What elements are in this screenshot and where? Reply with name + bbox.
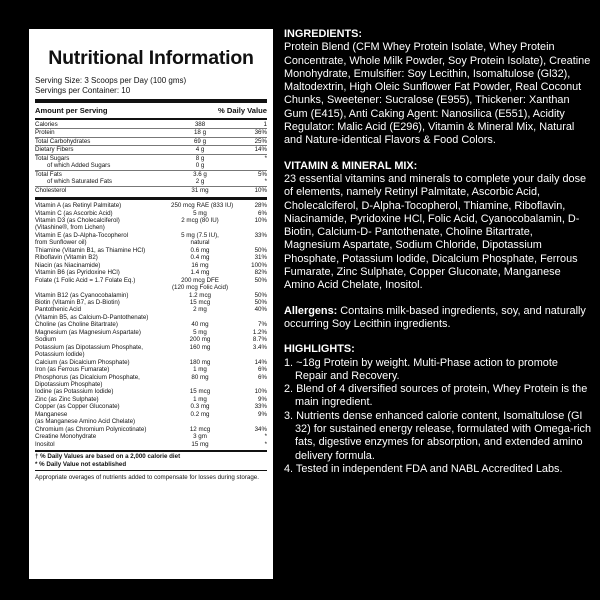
nutrient-amount: 15 mcg (189, 388, 211, 396)
nutrient-amount: 0.4 mg (190, 254, 210, 262)
nutrient-dv: 1 (263, 121, 267, 128)
nutrient-dv: * (264, 433, 267, 441)
nutrient-amount: 31 mg (191, 186, 209, 194)
nutrient-amount: 160 mg (189, 343, 211, 351)
nutrient-name: Phosphorus (as Dicalcium Phosphate, (35, 373, 140, 381)
vitamin-mix-heading: VITAMIN & MINERAL MIX: (284, 159, 418, 172)
nutrient-dv: 7% (258, 321, 267, 329)
nutrient-name: Dipotassium Phosphate) (35, 380, 103, 388)
panel-title: Nutritional Information (48, 47, 254, 69)
nutrient-row (35, 403, 267, 410)
nutrient-amount: 2 mg (193, 306, 207, 314)
nutrient-name: Vitamin E (as D-Alpha-Tocopherol (35, 231, 129, 239)
nutrient-amount: 0.6 mg (190, 246, 210, 254)
vitamin-mix-section (284, 160, 592, 293)
nutrient-amount: 1.4 mg (190, 269, 210, 277)
nutrient-name: Inositol (35, 440, 55, 448)
nutrient-row (35, 292, 267, 299)
info-column (284, 28, 592, 488)
nutrient-name: Sodium (35, 336, 56, 344)
nutrient-name: Total Fats (35, 170, 62, 178)
nutrient-name: Vitamin B12 (as Cyanocobalamin) (35, 291, 129, 299)
nutrient-row (35, 138, 267, 146)
nutrient-amount: 0.2 mg (190, 410, 210, 418)
macro-rows (35, 121, 267, 194)
nutrient-row (35, 351, 267, 358)
nutrient-amount: 3 gm (193, 433, 207, 441)
allergens-text: Contains milk-based ingredients, soy, and naturally occurring Soy Lecithin ingredients. (284, 304, 586, 330)
nutrient-amount: 0.3 mg (190, 403, 210, 411)
nutrient-row (35, 146, 267, 154)
nutrient-amount: 40 mg (191, 321, 209, 329)
nutrient-row (35, 247, 267, 254)
nutrient-amount: 5 mg (193, 328, 207, 336)
nutrient-name: Iodine (as Potassium Iodide) (35, 388, 114, 396)
highlight-item: 2. Blend of 4 diversified sources of protein, Whey Protein is the main ingredient. (284, 383, 588, 409)
nutrient-row (35, 187, 267, 194)
nutrient-amount: 200 mcg DFE (181, 276, 219, 284)
nutrient-dv: * (264, 178, 267, 186)
nutrient-dv (229, 351, 267, 358)
nutrient-amount: 69 g (193, 137, 207, 145)
nutrient-dv (229, 224, 267, 231)
vitamin-mix-text: 23 essential vitamins and minerals to complete your daily dose of elements, namely Retinyl Palmitate, Ascorbic Acid, Cholecalciferol, D-Alpha-Tocopherol, Thiamine, Riboflavin, Niacinamide, Pyridoxine HCl, Folic Acid, Cyanocobalamin, D-Biotin, Calcium-D- Pantothenate, Choline Bitartrate, Magnesium Aspartate, Sodium Chloride, Dipotassium Phosphate, Potassium Iodide, Dicalcium Phosphate, Ferrous Fumarate, Zinc Sulphate, Copper Gluconate, Manganese Amino Acid Chelate, Inositol. (284, 172, 587, 292)
footer-divider (35, 450, 267, 452)
nutrient-name: Vitamin B6 (as Pyridoxine HCl) (35, 269, 120, 277)
highlights-list (284, 357, 592, 477)
nutrient-row (35, 388, 267, 395)
nutrient-name: Dietary Fibers (35, 146, 74, 154)
nutrient-dv: 1.2% (252, 328, 267, 336)
nutrient-name: Biotin (Vitamin B7, as D-Biotin) (35, 298, 120, 306)
nutrient-amount: 4 g (195, 146, 205, 154)
nutrient-name: Potassium Iodide) (35, 351, 85, 359)
nutrient-name: Cholesterol (35, 186, 67, 194)
nutrient-name: from Sunflower oil) (35, 239, 87, 247)
nutrient-row (35, 441, 267, 448)
nutrient-row (35, 396, 267, 403)
nutrient-row (35, 269, 267, 276)
nutrient-amount: 18 g (193, 129, 207, 137)
nutrient-dv: 34% (254, 425, 267, 433)
footnote-dv-basis: † % Daily Values are based on a 2,000 calorie diet (35, 453, 181, 461)
nutrient-amount: 250 mcg RAE (833 IU) (171, 202, 234, 210)
nutrient-dv: 8.7% (252, 336, 267, 344)
nutrient-name: (Vitashine®, from Lichen) (35, 224, 105, 232)
nutrient-name: Folate (1 Folic Acid = 1.7 Folate Eq.) (35, 276, 136, 284)
nutrient-row (35, 374, 267, 381)
nutrient-dv: 28% (254, 202, 267, 210)
nutrient-amount: 180 mg (189, 358, 211, 366)
nutrition-panel (29, 29, 273, 579)
nutrient-name: Iron (as Ferrous Fumarate) (35, 366, 110, 374)
nutrient-row (35, 299, 267, 306)
nutrient-name: Potassium (as Dipotassium Phosphate, (35, 343, 143, 351)
nutrient-name: Thiamine (Vitamin B1, as Thiamine HCl) (35, 246, 146, 254)
nutrient-amount: 15 mcg (189, 298, 211, 306)
dv-header: % Daily Value (218, 106, 267, 115)
nutrient-dv: 3.4% (252, 343, 267, 351)
nutrient-dv: 50% (254, 298, 267, 306)
nutrient-amount (171, 381, 229, 388)
nutrient-name: of which Saturated Fats (47, 178, 113, 186)
nutrient-amount: 0 g (195, 162, 205, 170)
nutrient-row (35, 284, 267, 291)
nutrient-name (35, 284, 171, 291)
nutrient-row (35, 232, 267, 239)
nutrient-row (35, 277, 267, 284)
footnote-divider (35, 470, 267, 471)
nutrient-row (35, 162, 267, 170)
nutrient-dv: 5% (258, 170, 267, 178)
nutrient-amount (171, 224, 229, 231)
nutrient-row (35, 344, 267, 351)
nutrient-row (35, 254, 267, 261)
nutrient-row (35, 381, 267, 388)
nutrient-name: of which Added Sugars (47, 162, 111, 170)
nutrient-amount: natural (190, 239, 210, 247)
nutrient-dv (229, 162, 267, 169)
servings-per-container: Servings per Container: 10 (35, 86, 131, 95)
ingredients-text: Protein Blend (CFM Whey Protein Isolate, Whey Protein Concentrate, Whole Milk Powder, Soy Protein Isolate), Creatine Monohydrate, Emulsifier: Soy Lecithin, Isomaltulose (Gl32), Maltodextrin, High Oleic Sunflower Fat Powder, Real Coconut Chunks, Sweetener: Sucralose (E955), Thickener: Xanthan Gum (E415), Anti Caking Agent: Nanosilica (E551), Acidity Regulator: Malic Acid (E296), Vitamin & Mineral Mix, Natural and Nature-identical Flavors & Food Colors. (284, 41, 591, 147)
nutrient-name: Zinc (as Zinc Sulphate) (35, 395, 99, 403)
ingredients-section (284, 28, 592, 148)
nutrient-name: Vitamin D3 (as Cholecalciferol) (35, 216, 120, 224)
nutrient-name: Pantothenic Acid (35, 306, 82, 314)
nutrient-dv: 10% (254, 186, 267, 194)
nutrient-dv: 14% (254, 146, 267, 154)
section-divider (35, 197, 267, 200)
nutrient-name: Chromium (as Chromium Polynicotinate) (35, 425, 147, 433)
nutrient-row (35, 155, 267, 162)
nutrient-dv (229, 284, 267, 291)
nutrient-amount: 12 mcg (189, 425, 211, 433)
nutrient-row (35, 321, 267, 328)
nutrient-dv (229, 418, 267, 425)
nutrient-dv (229, 239, 267, 246)
nutrient-amount: (120 mcg Folic Acid) (171, 284, 229, 292)
nutrient-dv: 40% (254, 306, 267, 314)
nutrient-amount: 1 mg (193, 395, 207, 403)
nutrient-amount: 3.6 g (193, 170, 207, 178)
nutrient-amount: 16 mg (191, 261, 209, 269)
thick-divider (35, 99, 267, 103)
nutrient-amount (171, 351, 229, 358)
footnote-overages: Appropriate overages of nutrients added to compensate for losses during storage. (35, 474, 259, 482)
nutrient-name: Calcium (as Dicalcium Phosphate) (35, 358, 130, 366)
nutrient-dv: 33% (254, 403, 267, 411)
nutrient-row (35, 418, 267, 425)
nutrient-row (35, 411, 267, 418)
nutrient-dv: 100% (251, 261, 267, 269)
highlights-heading: HIGHLIGHTS: (284, 343, 355, 356)
nutrient-row (35, 129, 267, 137)
nutrient-dv: * (264, 440, 267, 448)
nutrient-row (35, 210, 267, 217)
nutrient-row (35, 171, 267, 178)
nutrient-dv: 10% (254, 216, 267, 224)
nutrient-amount: 2 g (195, 178, 205, 186)
nutrient-name: Choline (as Choline Bitartrate) (35, 321, 118, 329)
nutrient-row (35, 217, 267, 224)
nutrient-amount: 388 (194, 121, 206, 128)
serving-size: Serving Size: 3 Scoops per Day (100 gms) (35, 76, 187, 85)
highlight-item: 4. Tested in independent FDA and NABL Accredited Labs. (284, 462, 563, 475)
nutrient-dv: 14% (254, 358, 267, 366)
nutrient-name: Creatine Monohydrate (35, 433, 97, 441)
nutrient-name: Riboflavin (Vitamin B2) (35, 254, 98, 262)
nutrient-name: Copper (as Copper Gluconate) (35, 403, 120, 411)
nutrient-row (35, 202, 267, 209)
highlight-item: 3. Nutrients dense enhanced calorie content, Isomaltulose (GI 32) for sustained energy release, formulated with Omega-rich fats, digestive enzymes for absorption, and extended amino delivery formula. (284, 409, 592, 462)
nutrient-row (35, 121, 267, 129)
amount-header: Amount per Serving (35, 106, 108, 115)
nutrient-row (35, 433, 267, 440)
nutrient-dv: 82% (254, 269, 267, 277)
nutrient-row (35, 239, 267, 246)
nutrient-row (35, 336, 267, 343)
nutrient-name: Manganese (35, 410, 68, 418)
nutrient-row (35, 329, 267, 336)
nutrient-amount: 80 mg (191, 373, 209, 381)
nutrient-dv (229, 314, 267, 321)
nutrient-amount: 8 g (195, 154, 205, 162)
nutrient-row (35, 306, 267, 313)
nutrient-name: Magnesium (as Magnesium Aspartate) (35, 328, 141, 336)
nutrient-dv: 33% (254, 231, 267, 239)
nutrient-name: Calories (35, 121, 58, 128)
nutrient-amount: 5 mg (193, 209, 207, 217)
footnote-dv-not-established: * % Daily Value not established (35, 460, 127, 468)
nutrient-name: Vitamin A (as Retinyl Palmitate) (35, 202, 122, 210)
nutrient-amount: 1.2 mcg (188, 291, 211, 299)
nutrient-name: Vitamin C (as Ascorbic Acid) (35, 209, 113, 217)
nutrient-dv: 10% (254, 388, 267, 396)
nutrient-row (35, 262, 267, 269)
nutrient-name: Total Carbohydrates (35, 137, 91, 145)
nutrient-amount: 200 mg (189, 336, 211, 344)
column-header (35, 105, 267, 116)
nutrient-row (35, 224, 267, 231)
nutrient-name: (Vitamin B5, as Calcium-D-Pantothenate) (35, 313, 149, 321)
vitamin-rows (35, 202, 267, 448)
nutrient-row (35, 178, 267, 186)
nutrient-name: Total Sugars (35, 154, 70, 162)
nutrient-dv: 25% (254, 137, 267, 145)
nutrient-dv: 31% (254, 254, 267, 262)
nutrient-dv: 9% (258, 410, 267, 418)
allergens-section (284, 305, 592, 332)
nutrient-dv: 36% (254, 129, 267, 137)
nutrient-amount: 1 mg (193, 366, 207, 374)
nutrient-row (35, 359, 267, 366)
nutrient-name: (as Manganese Amino Acid Chelate) (35, 418, 136, 426)
nutrient-name: Niacin (as Niacinamide) (35, 261, 101, 269)
highlight-item: 1. ~18g Protein by weight. Multi-Phase action to promote Repair and Recovery. (284, 356, 558, 382)
nutrient-dv: 6% (258, 366, 267, 374)
nutrient-amount: 15 mg (191, 440, 209, 448)
nutrient-dv (229, 381, 267, 388)
nutrient-dv: 6% (258, 209, 267, 217)
nutrient-amount (171, 314, 229, 321)
nutrient-amount (171, 418, 229, 425)
nutrient-dv: 6% (258, 373, 267, 381)
nutrient-amount: 2 mcg (80 IU) (181, 216, 219, 224)
nutrient-name: Protein (35, 129, 55, 137)
header-divider (35, 118, 267, 120)
nutrient-dv: 50% (254, 276, 267, 284)
nutrient-dv: 50% (254, 246, 267, 254)
allergens-label: Allergens: (284, 304, 338, 317)
nutrient-row (35, 366, 267, 373)
nutrient-dv: * (264, 154, 267, 162)
nutrient-row (35, 426, 267, 433)
nutrient-dv: 9% (258, 395, 267, 403)
highlights-section (284, 343, 592, 476)
nutrient-amount: 5 mg (7.5 IU), (181, 231, 219, 239)
ingredients-heading: INGREDIENTS: (284, 28, 363, 40)
nutrient-dv: 50% (254, 291, 267, 299)
nutrient-row (35, 314, 267, 321)
